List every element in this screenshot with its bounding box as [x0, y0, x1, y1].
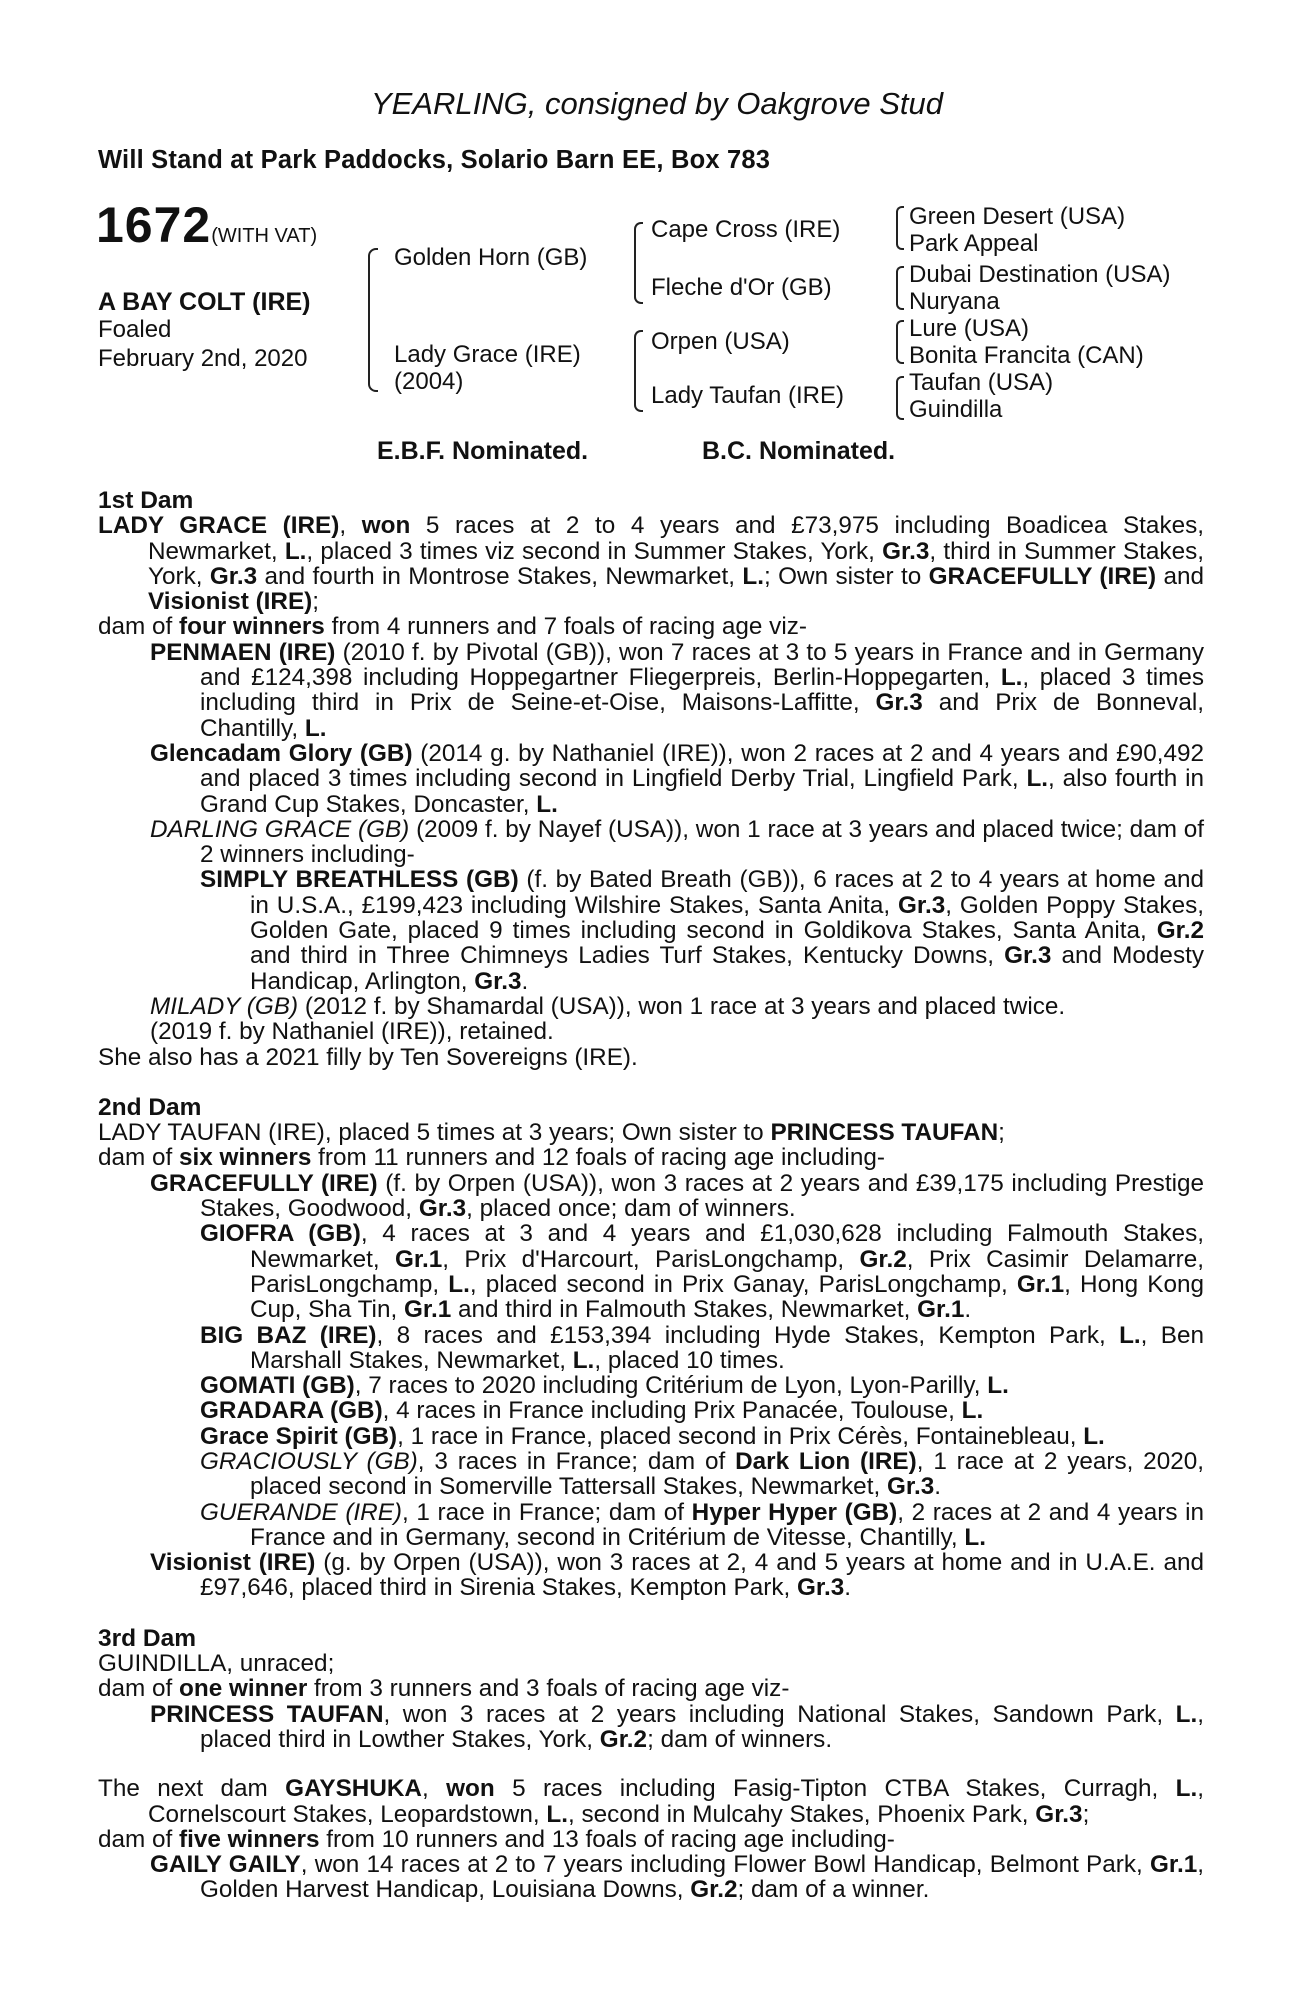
produce-entry	[98, 1500, 1204, 1551]
emphasis-bold: Gr.3	[1004, 942, 1052, 970]
text-run: from 10 runners and 13 foals of racing age including-	[319, 1825, 895, 1853]
produce-entry	[98, 640, 1204, 741]
text-run: , placed 3 times including third in Prix de Seine-et-Oise, Maisons-Laffitte,	[200, 664, 1204, 717]
text-run: and Prix de Bonneval, Chantilly,	[200, 689, 1204, 742]
emphasis-bold: L.	[572, 1346, 595, 1374]
emphasis-bold: Gr.3	[882, 537, 930, 565]
produce-entry	[98, 1424, 1204, 1449]
text-run: (2010 f. by Pivotal (GB)), won 7 races at 3 to 5 years in France and in Germany and £124,398 including Hoppegartner Fliegerpreis, Berlin-Hoppegarten,	[200, 638, 1204, 692]
text-run: dam of	[98, 1825, 180, 1853]
emphasis-bold: L.	[284, 537, 307, 565]
text-run: from 4 runners and 7 foals of racing age viz-	[324, 613, 807, 641]
emphasis-bold: GAYSHUKA	[285, 1775, 422, 1803]
first-dam-intro	[98, 513, 1204, 614]
text-run: ,	[421, 1775, 447, 1803]
emphasis-bold: L.	[1119, 1321, 1141, 1349]
text-run: .	[934, 1473, 941, 1501]
emphasis-italic: GUERANDE (IRE)	[200, 1498, 403, 1526]
pedigree-g2: Park Appeal	[909, 230, 1039, 257]
produce-entry	[98, 1221, 1204, 1322]
pedigree-g3: Dubai Destination (USA)	[909, 261, 1171, 288]
third-dam-section	[98, 1626, 1204, 1752]
text-run: ;	[312, 588, 320, 616]
text-run: , Prix d'Harcourt, ParisLongchamp,	[442, 1245, 860, 1273]
pedigree-dam: Lady Grace (IRE)	[394, 341, 581, 368]
emphasis-bold: five winners	[179, 1825, 320, 1853]
emphasis-bold: four winners	[179, 613, 325, 641]
emphasis-bold: won	[361, 512, 411, 540]
pedigree-g5: Lure (USA)	[909, 315, 1030, 342]
text-run: The next dam	[98, 1775, 286, 1803]
text-run: , Golden Poppy Stakes, Golden Gate, placed 9 times including second in Goldikova Stakes, Santa Anita,	[250, 891, 1204, 945]
emphasis-bold: Gr.1	[394, 1245, 443, 1273]
emphasis-bold: Visionist (IRE)	[150, 1549, 316, 1577]
text-run: dam of	[98, 1675, 180, 1703]
produce-entry	[98, 1550, 1204, 1601]
text-run: (g. by Orpen (USA)), won 3 races at 2, 4 and 5 years at home and in U.A.E. and £97,646, placed third in Sirenia Stakes, Kempton Park,	[200, 1549, 1204, 1602]
emphasis-bold: GOMATI (GB)	[200, 1372, 355, 1400]
emphasis-bold: Gr.3	[1035, 1800, 1083, 1828]
text-run: and	[1156, 562, 1204, 590]
emphasis-bold: SIMPLY BREATHLESS (GB)	[200, 866, 519, 894]
text-run: ;	[998, 1119, 1005, 1147]
emphasis-bold: Gr.3	[898, 891, 946, 919]
text-run: ; dam of a winner.	[737, 1876, 930, 1904]
bc-nomination: B.C. Nominated.	[702, 437, 896, 465]
emphasis-bold: Gr.3	[209, 562, 258, 590]
text-run: ; Own sister to	[764, 562, 929, 590]
text-run: , 7 races to 2020 including Critérium de Lyon, Lyon-Parilly,	[354, 1372, 988, 1400]
text-run: , 2 races at 2 and 4 years in France and in Germany, second in Critérium de Vitesse, Chantilly,	[250, 1498, 1204, 1551]
emphasis-bold: won	[446, 1775, 495, 1803]
emphasis-bold: LADY GRACE (IRE)	[98, 512, 340, 540]
pedigree-brace-g3	[896, 320, 904, 364]
text-run: .	[964, 1296, 972, 1324]
text-run: , 4 races at 3 and 4 years and £1,030,628 including Falmouth Stakes, Newmarket,	[250, 1220, 1205, 1273]
foaled-label: Foaled	[98, 316, 172, 343]
text-run: (2014 g. by Nathaniel (IRE)), won 2 races at 2 and 4 years and £90,492 and placed 3 times including second in Lingfield Derby Trial, Lingfield Park,	[200, 739, 1204, 793]
produce-entry	[98, 1019, 1204, 1044]
text-run: (f. by Bated Breath (GB)), 6 races at 2 to 4 years at home and in U.S.A., £199,423 including Wilshire Stakes, Santa Anita,	[250, 866, 1204, 919]
text-run: (f. by Orpen (USA)), won 3 races at 2 years and £39,175 including Prestige Stakes, Goodwood,	[200, 1169, 1204, 1223]
text-run: , second in Mulcahy Stakes, Phoenix Park,	[568, 1800, 1036, 1828]
emphasis-bold: Gr.3	[796, 1574, 845, 1602]
text-run: and third in Three Chimneys Ladies Turf Stakes, Kentucky Downs,	[250, 942, 1005, 970]
text-run: , also fourth in Grand Cup Stakes, Doncaster,	[200, 765, 1204, 818]
text-run: dam of	[98, 613, 180, 641]
text-run: .	[521, 967, 529, 995]
emphasis-bold: L.	[1026, 765, 1049, 793]
emphasis-bold: Gr.1	[1016, 1270, 1065, 1298]
emphasis-bold: Hyper Hyper (GB)	[691, 1498, 898, 1526]
emphasis-bold: BIG BAZ (IRE)	[200, 1321, 377, 1349]
next-dam-produce-summary	[98, 1827, 1204, 1852]
produce-entry	[98, 867, 1204, 993]
text-run: , 8 races and £153,394 including Hyde Stakes, Kempton Park,	[376, 1321, 1120, 1349]
next-dam-intro	[98, 1776, 1204, 1827]
text-run: (2019 f. by Nathaniel (IRE)), retained.	[150, 1018, 554, 1046]
text-run: , 1 race in France, placed second in Prix Cérès, Fontainebleau,	[397, 1422, 1084, 1450]
emphasis-bold: L.	[546, 1800, 569, 1828]
text-run: , 1 race in France; dam of	[402, 1498, 692, 1526]
emphasis-bold: Grace Spirit (GB)	[200, 1422, 398, 1450]
emphasis-bold: L.	[536, 790, 558, 818]
emphasis-bold: GRACEFULLY (IRE)	[150, 1169, 378, 1197]
text-run: , 3 races in France; dam of	[417, 1447, 736, 1475]
emphasis-bold: GAILY GAILY	[150, 1851, 301, 1879]
emphasis-bold: Dark Lion (IRE)	[735, 1447, 917, 1475]
produce-entry	[98, 817, 1204, 868]
pedigree-sire-sire: Cape Cross (IRE)	[651, 216, 841, 243]
vat-note: (WITH VAT)	[211, 225, 318, 247]
text-run: and Modesty Handicap, Arlington,	[250, 942, 1204, 995]
sale-heading: YEARLING, consigned by Oakgrove Stud	[370, 86, 944, 121]
text-run: , Prix Casimir Delamarre, ParisLongchamp,	[250, 1245, 1204, 1298]
pedigree-brace-sire	[634, 222, 643, 304]
emphasis-bold: L.	[964, 1523, 986, 1551]
emphasis-bold: Gr.3	[886, 1473, 935, 1501]
lot-number	[96, 197, 318, 253]
text-run: , Hong Kong Cup, Sha Tin,	[250, 1270, 1204, 1324]
text-run: LADY TAUFAN (IRE), placed 5 times at 3 years; Own sister to	[98, 1119, 771, 1147]
second-dam-intro	[98, 1120, 1204, 1145]
third-dam-produce-summary	[98, 1676, 1204, 1701]
text-run: , Golden Harvest Handicap, Louisiana Downs,	[200, 1851, 1204, 1904]
pedigree-g7: Taufan (USA)	[909, 369, 1054, 396]
text-run: , Cornelscourt Stakes, Leopardstown,	[148, 1775, 1204, 1828]
emphasis-bold: GRACEFULLY (IRE)	[928, 562, 1157, 590]
pedigree-g6: Bonita Francita (CAN)	[909, 342, 1144, 369]
third-dam-intro	[98, 1651, 1204, 1676]
second-dam-section	[98, 1095, 1204, 1601]
emphasis-bold: Gr.3	[875, 689, 923, 717]
produce-entry	[98, 1171, 1204, 1222]
emphasis-bold: L.	[304, 714, 327, 742]
emphasis-italic: MILADY (GB)	[150, 992, 299, 1020]
pedigree-brace-g2	[896, 266, 904, 310]
first-dam-closing: She also has a 2021 filly by Ten Sovereigns (IRE).	[98, 1043, 638, 1071]
text-run: , placed second in Prix Ganay, ParisLongchamp,	[469, 1270, 1017, 1298]
emphasis-italic: DARLING GRACE (GB)	[150, 815, 410, 843]
next-dam-produce-list	[98, 1852, 1204, 1903]
pedigree-g8: Guindilla	[909, 396, 1003, 423]
emphasis-bold: L.	[961, 1397, 984, 1425]
first-dam-heading: 1st Dam	[98, 487, 194, 514]
second-dam-heading: 2nd Dam	[98, 1093, 202, 1121]
emphasis-bold: PRINCESS TAUFAN	[770, 1119, 999, 1147]
text-run: .	[844, 1574, 852, 1602]
emphasis-bold: Visionist (IRE)	[148, 588, 313, 616]
foaled-info	[98, 315, 307, 373]
pedigree-brace-g1	[896, 206, 904, 250]
emphasis-bold: Gr.1	[403, 1296, 452, 1324]
foaled-date: February 2nd, 2020	[98, 345, 308, 372]
produce-entry	[98, 1373, 1204, 1398]
second-dam-produce-list	[98, 1171, 1204, 1601]
text-run: ;	[1082, 1800, 1090, 1828]
text-run: , placed once; dam of winners.	[466, 1195, 796, 1223]
produce-entry	[98, 994, 1204, 1019]
emphasis-bold: L.	[1175, 1700, 1198, 1728]
text-run: dam of	[98, 1144, 180, 1172]
emphasis-bold: six winners	[179, 1144, 312, 1172]
text-run: , won 3 races at 2 years including National Stakes, Sandown Park,	[383, 1700, 1176, 1728]
emphasis-bold: Gr.2	[859, 1245, 907, 1273]
text-run: , placed third in Lowther Stakes, York,	[200, 1700, 1204, 1753]
next-dam-section	[98, 1776, 1204, 1902]
emphasis-bold: GIOFRA (GB)	[200, 1220, 361, 1248]
emphasis-italic: GRACIOUSLY (GB)	[200, 1447, 418, 1475]
emphasis-bold: Gr.3	[474, 967, 522, 995]
text-run: (2012 f. by Shamardal (USA)), won 1 race at 3 years and placed twice.	[298, 992, 1066, 1020]
text-run: , third in Summer Stakes, York,	[148, 537, 1204, 590]
third-dam-produce-list	[98, 1702, 1204, 1753]
stand-location: Will Stand at Park Paddocks, Solario Barn EE, Box 783	[98, 146, 771, 174]
pedigree-brace-g4	[896, 376, 904, 420]
emphasis-bold: L.	[1000, 664, 1023, 692]
text-run: (2009 f. by Nayef (USA)), won 1 race at 3 years and placed twice; dam of 2 winners including-	[200, 815, 1204, 869]
emphasis-bold: PENMAEN (IRE)	[150, 638, 336, 666]
pedigree-sire-dam: Fleche d'Or (GB)	[651, 274, 832, 301]
emphasis-bold: Gr.1	[1149, 1851, 1198, 1879]
emphasis-bold: one winner	[179, 1675, 308, 1703]
pedigree-g4: Nuryana	[909, 288, 1000, 315]
text-run: , 4 races in France including Prix Panacée, Toulouse,	[382, 1397, 962, 1425]
pedigree-dam-year: (2004)	[394, 368, 464, 395]
text-run: , placed 3 times viz second in Summer Stakes, York,	[306, 537, 883, 565]
text-run: ,	[339, 512, 362, 540]
text-run: 5 races including Fasig-Tipton CTBA Stakes, Curragh,	[494, 1775, 1176, 1803]
text-run: GUINDILLA, unraced;	[98, 1650, 335, 1678]
text-run: , 1 race at 2 years, 2020, placed second in Somerville Tattersall Stakes, Newmarket,	[250, 1447, 1204, 1501]
emphasis-bold: PRINCESS TAUFAN	[150, 1700, 384, 1728]
text-run: from 11 runners and 12 foals of racing age including-	[311, 1144, 885, 1172]
catalogue-body	[98, 488, 1204, 1903]
text-run: from 3 runners and 3 foals of racing age viz-	[307, 1675, 790, 1703]
text-run: , won 14 races at 2 to 7 years including Flower Bowl Handicap, Belmont Park,	[300, 1851, 1150, 1879]
produce-entry	[98, 741, 1204, 817]
produce-entry	[98, 1702, 1204, 1753]
produce-entry	[98, 1449, 1204, 1500]
produce-entry	[98, 1323, 1204, 1374]
pedigree-dam-dam: Lady Taufan (IRE)	[651, 382, 844, 409]
pedigree-sire: Golden Horn (GB)	[394, 244, 588, 271]
pedigree-g1: Green Desert (USA)	[909, 203, 1126, 230]
text-run: ; dam of winners.	[647, 1725, 833, 1753]
emphasis-bold: L.	[448, 1270, 470, 1298]
emphasis-bold: L.	[742, 562, 765, 590]
emphasis-bold: Gr.2	[599, 1725, 648, 1753]
lot-description: A BAY COLT (IRE)	[98, 288, 311, 316]
emphasis-bold: Gr.1	[917, 1296, 965, 1324]
first-dam-produce-list	[98, 640, 1204, 1045]
text-run: and third in Falmouth Stakes, Newmarket,	[451, 1296, 918, 1324]
first-dam-produce-summary	[98, 614, 1204, 639]
pedigree-brace-main	[368, 248, 378, 392]
emphasis-bold: Gr.2	[1156, 917, 1204, 945]
third-dam-heading: 3rd Dam	[98, 1624, 197, 1652]
pedigree-brace-dam	[634, 330, 643, 412]
text-run: and fourth in Montrose Stakes, Newmarket,	[257, 562, 743, 590]
second-dam-produce-summary	[98, 1145, 1204, 1170]
emphasis-bold: L.	[1083, 1422, 1105, 1450]
lot-number-value: 1672	[96, 197, 212, 253]
text-run: 5 races at 2 to 4 years and £73,975 including Boadicea Stakes, Newmarket,	[148, 512, 1204, 565]
emphasis-bold: L.	[1175, 1775, 1198, 1803]
ebf-nomination: E.B.F. Nominated.	[377, 437, 589, 465]
emphasis-bold: Gr.3	[418, 1195, 467, 1223]
text-run: , placed 10 times.	[594, 1346, 785, 1374]
emphasis-bold: GRADARA (GB)	[200, 1397, 383, 1425]
produce-entry	[98, 1398, 1204, 1423]
first-dam-section	[98, 488, 1204, 1070]
pedigree-dam-sire: Orpen (USA)	[651, 328, 790, 355]
emphasis-bold: L.	[987, 1372, 1009, 1400]
emphasis-bold: Gr.2	[690, 1876, 738, 1904]
emphasis-bold: Glencadam Glory (GB)	[150, 739, 413, 767]
produce-entry	[98, 1852, 1204, 1903]
text-run: , Ben Marshall Stakes, Newmarket,	[250, 1321, 1204, 1374]
